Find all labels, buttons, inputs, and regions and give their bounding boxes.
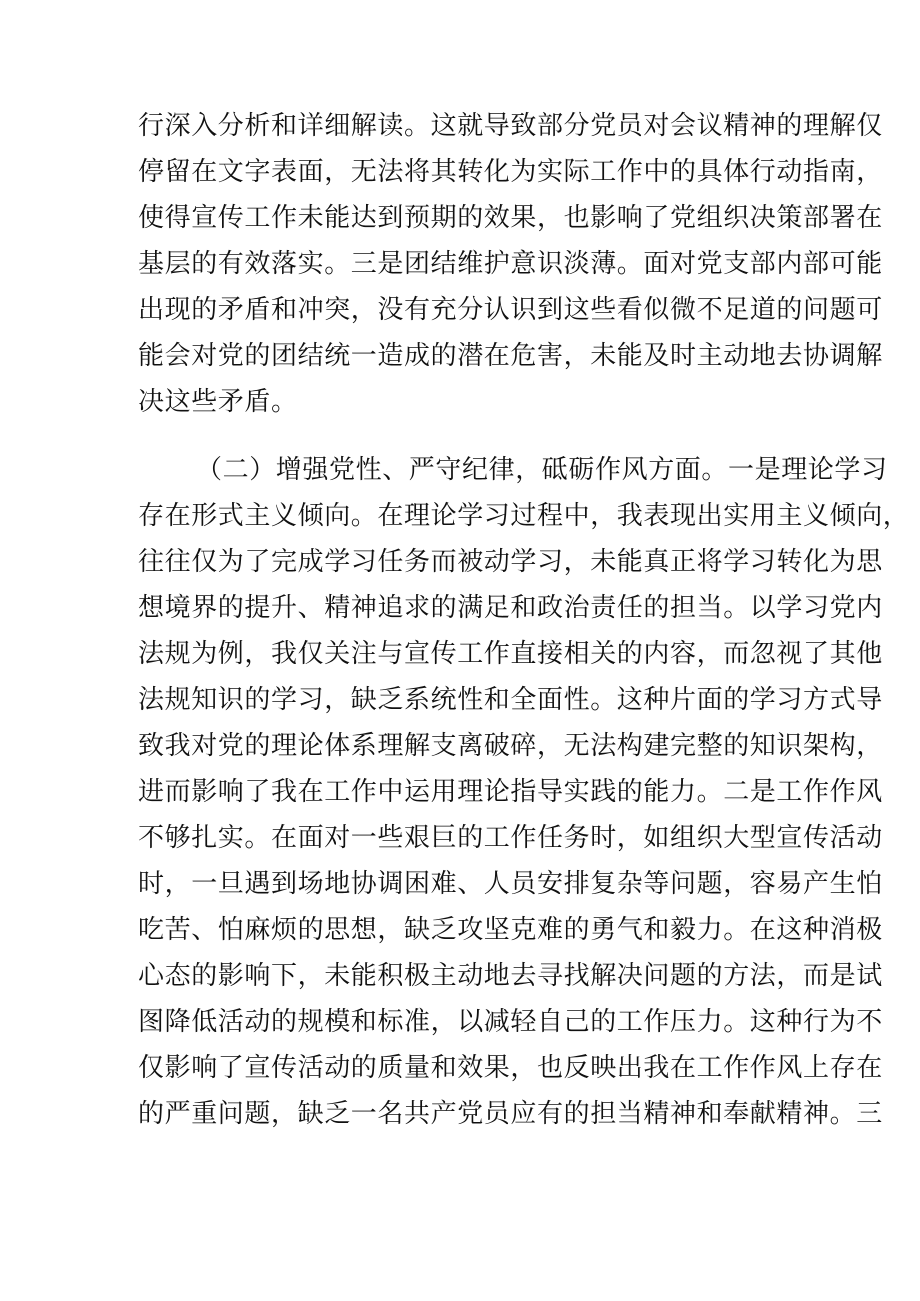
- paragraph-2-line: 致我对党的理论体系理解支离破碎，无法构建完整的知识架构，: [138, 731, 883, 761]
- paragraph-2-line: 仅影响了宣传活动的质量和效果，也反映出我在工作作风上存在: [138, 1053, 883, 1083]
- paragraph-2-line: 往往仅为了完成学习任务而被动学习，未能真正将学习转化为思: [138, 547, 883, 577]
- paragraph-1-line: 能会对党的团结统一造成的潜在危害，未能及时主动地去协调解: [138, 341, 883, 371]
- paragraph-1-line: 出现的矛盾和冲突，没有充分认识到这些看似微不足道的问题可: [138, 295, 883, 325]
- paragraph-2-line: 法规为例，我仅关注与宣传工作直接相关的内容，而忽视了其他: [138, 639, 883, 669]
- paragraph-2-line: 不够扎实。在面对一些艰巨的工作任务时，如组织大型宣传活动: [138, 823, 883, 853]
- paragraph-1-line: 停留在文字表面，无法将其转化为实际工作中的具体行动指南，: [138, 157, 883, 187]
- paragraph-1-line: 使得宣传工作未能达到预期的效果，也影响了党组织决策部署在: [138, 203, 883, 233]
- paragraph-2-heading-line: （二）增强党性、严守纪律，砥砺作风方面。一是理论学习: [196, 455, 888, 485]
- paragraph-2-line: 进而影响了我在工作中运用理论指导实践的能力。二是工作作风: [138, 777, 883, 807]
- paragraph-2-line: 想境界的提升、精神追求的满足和政治责任的担当。以学习党内: [138, 593, 883, 623]
- paragraph-2-line: 吃苦、怕麻烦的思想，缺乏攻坚克难的勇气和毅力。在这种消极: [138, 915, 883, 945]
- paragraph-2-line: 存在形式主义倾向。在理论学习过程中，我表现出实用主义倾向，: [138, 501, 910, 531]
- paragraph-1-line: 基层的有效落实。三是团结维护意识淡薄。面对党支部内部可能: [138, 249, 883, 279]
- paragraph-1-line: 行深入分析和详细解读。这就导致部分党员对会议精神的理解仅: [138, 111, 883, 141]
- paragraph-1-line: 决这些矛盾。: [138, 387, 298, 417]
- paragraph-1: [138, 103, 883, 425]
- paragraph-2-line: 心态的影响下，未能积极主动地去寻找解决问题的方法，而是试: [138, 961, 883, 991]
- paragraph-2-line: 的严重问题，缺乏一名共产党员应有的担当精神和奉献精神。三: [138, 1099, 883, 1129]
- paragraph-2-line: 时，一旦遇到场地协调困难、人员安排复杂等问题，容易产生怕: [138, 869, 883, 899]
- paragraph-2-line: 图降低活动的规模和标准，以减轻自己的工作压力。这种行为不: [138, 1007, 883, 1037]
- paragraph-2-line: 法规知识的学习，缺乏系统性和全面性。这种片面的学习方式导: [138, 685, 883, 715]
- paragraph-2: [138, 447, 910, 1137]
